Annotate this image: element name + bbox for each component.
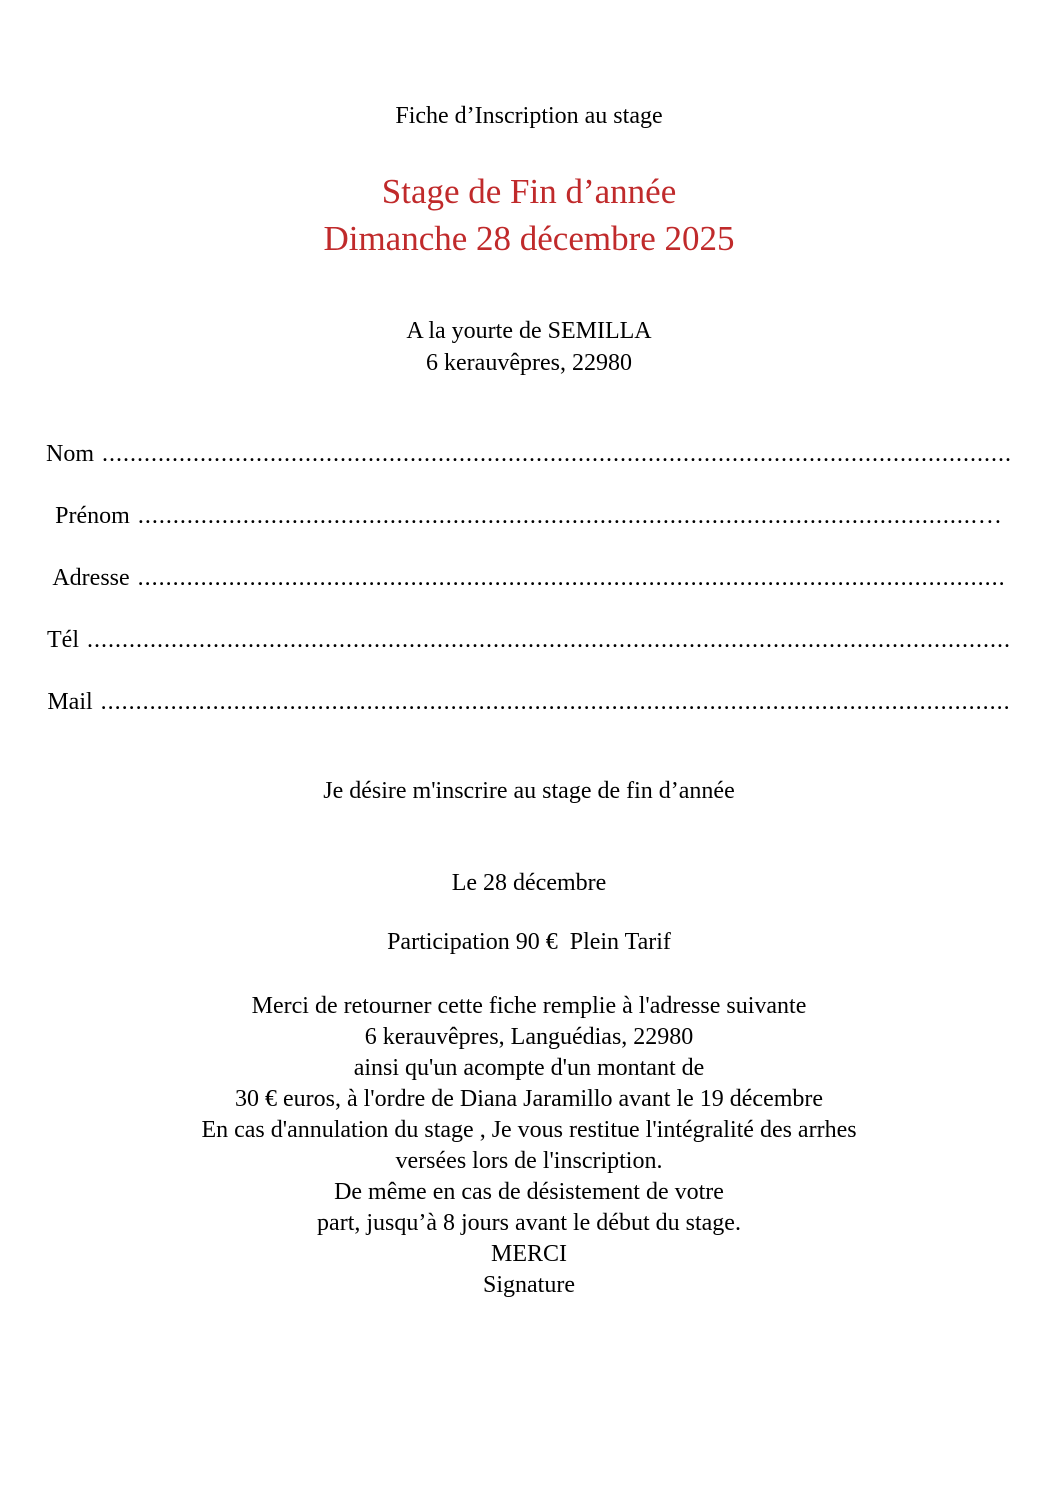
field-nom-label: Nom bbox=[46, 441, 94, 467]
field-prenom-line: ........................................................................................................................… bbox=[137, 503, 1003, 529]
field-nom-line: .................................................................................................................................. bbox=[102, 441, 1012, 467]
instruction-line: versées lors de l'inscription. bbox=[395, 1148, 663, 1174]
instruction-line: ainsi qu'un acompte d'un montant de bbox=[353, 1055, 705, 1081]
field-tel-label: Tél bbox=[47, 627, 79, 653]
instruction-line: Merci de retourner cette fiche remplie à l'adresse suivante bbox=[251, 993, 807, 1019]
instruction-line: 30 € euros, à l'ordre de Diana Jaramillo avant le 19 décembre bbox=[234, 1086, 824, 1112]
field-prenom bbox=[0, 500, 1058, 532]
field-mail-line: .................................................................................................................................. bbox=[100, 689, 1011, 715]
field-tel bbox=[0, 624, 1058, 656]
field-adresse bbox=[0, 562, 1058, 594]
instruction-line: En cas d'annulation du stage , Je vous restitue l'intégralité des arrhes bbox=[201, 1117, 857, 1143]
instruction-line: 6 kerauvêpres, Languédias, 22980 bbox=[364, 1024, 694, 1050]
field-mail-label: Mail bbox=[47, 689, 93, 715]
field-mail bbox=[0, 686, 1058, 718]
venue-block bbox=[0, 315, 1058, 379]
instruction-line: De même en cas de désistement de votre bbox=[334, 1179, 724, 1205]
form-fields bbox=[0, 438, 1058, 718]
instructions-block bbox=[0, 991, 1058, 1301]
event-name: Stage de Fin d’année bbox=[381, 172, 677, 211]
event-heading bbox=[0, 168, 1058, 262]
signature-label: Signature bbox=[483, 1272, 575, 1298]
participation-fee: Participation 90 € Plein Tarif bbox=[387, 929, 671, 955]
field-tel-line: .................................................................................................................................... bbox=[86, 627, 1011, 653]
field-adresse-label: Adresse bbox=[52, 565, 130, 591]
field-adresse-line: ............................................................................................................................ bbox=[137, 565, 1006, 591]
document-title: Fiche d’Inscription au stage bbox=[395, 103, 663, 129]
registration-statement: Je désire m'inscrire au stage de fin d’année bbox=[323, 778, 735, 804]
field-prenom-label: Prénom bbox=[55, 503, 130, 529]
instruction-line: part, jusqu’à 8 jours avant le début du stage. bbox=[317, 1210, 741, 1236]
merci-line: MERCI bbox=[490, 1241, 567, 1267]
event-date: Dimanche 28 décembre 2025 bbox=[323, 219, 735, 258]
venue-address: 6 kerauvêpres, 22980 bbox=[426, 350, 632, 376]
field-nom bbox=[0, 438, 1058, 470]
venue-name: A la yourte de SEMILLA bbox=[406, 318, 652, 344]
stage-date: Le 28 décembre bbox=[451, 870, 607, 896]
